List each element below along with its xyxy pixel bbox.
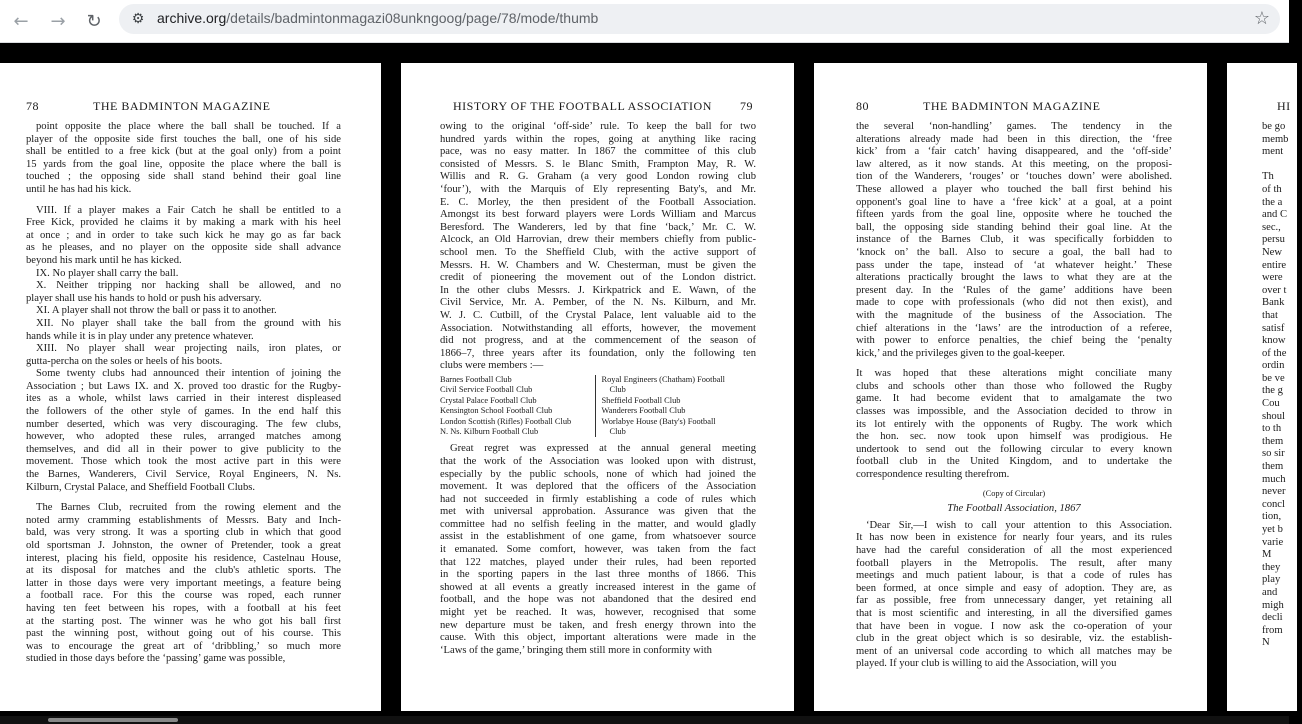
text-line: themselves, and did all in their power to give publicity to the — [26, 443, 341, 455]
url-path: /details/badmintonmagazi08unkngoog/page/78/mode/thumb — [226, 10, 599, 26]
url-text[interactable] — [157, 10, 598, 26]
page-header — [856, 99, 1172, 121]
club-entry: Sheffield Football Club — [601, 395, 681, 405]
text-line: movement. Those which took the most active part in this were — [26, 456, 341, 468]
text-line: never — [1262, 486, 1286, 498]
text-line: The Barnes Club, recruited from the rowing element and the — [36, 502, 341, 514]
page-body — [1262, 121, 1302, 650]
text-line: decli — [1262, 612, 1283, 624]
text-line: Alcock, an Old Harrovian, drew their members chiefly from public- — [440, 234, 756, 246]
address-bar[interactable] — [119, 4, 1280, 34]
text-line: shall be entitled to a free kick (but at the goal only) from a point — [26, 146, 341, 158]
text-line: Bank — [1262, 297, 1285, 309]
text-line — [1262, 159, 1302, 172]
text-line: ordin — [1262, 360, 1285, 372]
text-line: from — [1262, 624, 1283, 636]
text-line: so sir — [1262, 448, 1285, 460]
text-line: having ten feet between his ropes, with a football at his feet — [26, 602, 341, 614]
running-head: HI — [1277, 99, 1291, 113]
forward-icon[interactable]: → — [50, 10, 66, 32]
text-line: might yet be reached. It was, however, recognised that some — [440, 607, 756, 619]
club-list — [440, 375, 756, 437]
text-line: committee had no selfish feeling in the matter, and would gladly — [440, 518, 756, 530]
text-line: ‘Dear Sir,—I wish to call your attention to this Association. — [866, 519, 1172, 531]
text-line: W. J. C. Cutbill, of the Crystal Palace, lent valuable aid to the — [440, 309, 756, 321]
page-number: 80 — [856, 99, 869, 113]
text-line: E. C. Morley, the then president of the Football Association. — [440, 196, 756, 208]
text-line: the followers of the other style of games. In the end half this — [26, 406, 341, 418]
text-line: and — [1262, 586, 1278, 598]
text-line: of th — [1262, 183, 1282, 195]
text-line: gutta-percha on the soles or heels of his boots. — [26, 355, 223, 367]
book-page-81-partial[interactable] — [1227, 63, 1297, 711]
text-line: assist in the establishment of one game, from whatsoever source — [440, 531, 756, 543]
text-line: XIII. No player shall wear projecting nails, iron plates, or — [36, 343, 341, 355]
book-page-78[interactable] — [0, 63, 381, 711]
club-entry: Kensington School Football Club — [440, 406, 553, 416]
text-line: player shall use his hands to hold or push his adversary. — [26, 292, 262, 304]
club-entry: Civil Service Football Club — [440, 385, 533, 395]
text-line: over t — [1262, 284, 1287, 296]
page-header — [1262, 99, 1302, 121]
text-line: ment of an universal code according to which all matches may be — [856, 645, 1172, 657]
page-body — [26, 121, 341, 666]
text-line: IX. No player shall carry the ball. — [36, 267, 179, 279]
text-line: concl — [1262, 498, 1285, 510]
page-body — [440, 121, 756, 373]
text-line: interest, placing his field, opposite his residence, Castelnau House, — [26, 552, 341, 564]
text-line: hundred yards within the ropes, going at anything like racing — [440, 133, 756, 145]
text-line: studied in those days before the ‘passing’ game was possible, — [26, 653, 286, 665]
text-line: they — [1262, 561, 1281, 573]
text-line: X. Neither tripping nor hacking shall be allowed, and no — [36, 280, 341, 292]
text-line: Willis and R. G. Graham (a very good London rowing club — [440, 171, 756, 183]
text-line: Amongst its best forward players were Lords William and Marcus — [440, 209, 756, 221]
text-line: Beresford. The Wanderers, led by that fine ‘back,’ Mr. C. W. — [440, 221, 756, 233]
text-line: Kilburn, Crystal Palace, and Sheffield Football Clubs. — [26, 481, 256, 493]
text-line: old sportsman J. Johnston, the owner of Pretender, took a great — [26, 540, 341, 551]
club-entry: Club — [609, 385, 626, 395]
text-line: beyond his mark until he has kicked. — [26, 254, 182, 266]
text-line: touched ; the opposing side shall stand behind their goal line — [26, 171, 341, 183]
text-line: migh — [1262, 599, 1284, 611]
club-entry: London Scottish (Rifles) Football Club — [440, 416, 572, 426]
page-body-continued — [440, 443, 756, 657]
text-line: ites as a whole, whilst laws carried in their interest displeased — [26, 393, 341, 405]
text-line: have had the careful consideration of all the most experienced — [856, 545, 1172, 556]
text-line: Great regret was expressed at the annual general meeting — [450, 443, 756, 455]
circular-title: The Football Association, 1867 — [947, 503, 1081, 515]
text-line: satisf — [1262, 322, 1285, 334]
text-line: them — [1262, 461, 1284, 473]
text-line: of the — [1262, 347, 1287, 359]
running-head: THE BADMINTON MAGAZINE — [923, 99, 1101, 113]
text-line: alterations already made had been in this direction, the ‘free — [856, 133, 1172, 145]
club-entry: N. Ns. Kilburn Football Club — [440, 426, 539, 436]
text-line: game. It had become evident that to amalgamate the two — [856, 393, 1172, 405]
text-line: pace, was no easy matter. In 1867 the committee of this club — [440, 146, 756, 158]
text-line: showed at all events a greatly increased interest in the game of — [440, 581, 756, 593]
text-line: bald, was very strong. It was a sporting club in which that good — [26, 527, 341, 539]
text-line: the a — [1262, 196, 1283, 208]
text-line: ‘four’), with the Marquis of Ely representing Baty's, and Mr. — [440, 183, 756, 195]
text-line: Association. Notwithstanding all efforts, however, the movement — [440, 322, 756, 334]
text-line: did not progress, and at the commencement of the season of — [440, 335, 756, 347]
circular-body — [856, 520, 1172, 671]
text-line: law altered, as it now stands. At this meeting, on the proposi- — [856, 158, 1172, 170]
text-line: consisted of Messrs. S. le Blanc Smith, Frampton May, R. W. — [440, 158, 756, 170]
text-line: them — [1262, 435, 1284, 447]
text-line: the several ‘non-handling’ games. The tendency in the — [856, 121, 1172, 132]
text-line: clubs were members :— — [440, 360, 544, 372]
text-line: at its disposal for matches and the club's athletic sports. The — [26, 565, 341, 577]
text-line: cause. With this object, important alterations were made in the — [440, 632, 756, 644]
text-line: been formed, at once simple and easy of adoption. They are, as — [856, 582, 1172, 594]
text-line: meetings and much patient labour, is that a code of rules has — [856, 570, 1172, 582]
running-head: THE BADMINTON MAGAZINE — [93, 99, 271, 113]
text-line: Civil Service, Mr. A. Pember, of the N. Ns. Kilburn, and Mr. — [440, 297, 756, 309]
text-line: it emanated. Some comfort, however, was taken from the fact — [440, 544, 756, 556]
text-line: Th — [1262, 171, 1274, 183]
text-line: N — [1262, 637, 1270, 649]
text-line: opponent's goal line to have a ‘free kick’ at a goal, at a point — [856, 196, 1172, 208]
text-line: met with universal approbation. Assurance was given that the — [440, 506, 756, 518]
paragraph-gap — [26, 197, 341, 205]
text-line: ment — [1262, 146, 1284, 158]
text-line: football, and the hope was not abandoned that the desired end — [440, 594, 756, 606]
text-line: player of the opposite side first touches the ball, one of his side — [26, 133, 341, 145]
text-line: number deserted, which was very discouraging. The few clubs, — [26, 418, 341, 430]
text-line: clubs and schools other than those who followed the Rugby — [856, 380, 1172, 392]
text-line: XII. No player shall take the ball from the ground with his — [36, 317, 341, 329]
text-line: alterations practically brought the laws to what they are at the — [856, 272, 1172, 284]
text-line: classes was impossible, and the Association decided to throw in — [856, 406, 1172, 418]
text-line: credit of pioneering the movement out of the London district. — [440, 272, 756, 284]
text-line: latter in those days were very important meetings, a feature being — [26, 577, 341, 589]
text-line: made to cope with professionals (who did not then exist), and — [856, 297, 1172, 309]
text-line: chief alterations in the ‘laws’ are the introduction of a referee, — [856, 322, 1172, 334]
text-line: tion, — [1262, 511, 1282, 523]
circular-heading: (Copy of Circular) — [982, 488, 1046, 498]
text-line: entire — [1262, 259, 1287, 271]
text-line: Some twenty clubs had announced their intention of joining the — [36, 368, 341, 380]
reload-icon[interactable]: ↻ — [86, 10, 102, 32]
text-line: its lot entirely with the opponents of Rugby. The work which — [856, 418, 1172, 430]
text-line: varie — [1262, 536, 1284, 548]
text-line: Association ; but Laws IX. and X. proved too drastic for the Rugby- — [26, 380, 341, 392]
text-line: school men. To the Sheffield Club, with the active support of — [440, 246, 756, 258]
text-line: with power to enforce penalties, the chief being the ‘penalty — [856, 335, 1172, 347]
text-line: know — [1262, 335, 1286, 347]
horizontal-scrollbar[interactable] — [0, 716, 1289, 724]
book-viewer[interactable] — [0, 43, 1289, 724]
text-line: to th — [1262, 423, 1282, 435]
paragraph-gap — [26, 494, 341, 502]
running-head: HISTORY OF THE FOOTBALL ASSOCIATION — [453, 99, 712, 113]
text-line: football players in the Metropolis. The result, after many — [856, 557, 1172, 569]
text-line: sec., — [1262, 221, 1281, 233]
text-line: VIII. If a player makes a Fair Catch he shall be entitled to a — [36, 204, 341, 216]
text-line: pass under the tape, instead of ‘at whatever height.’ These — [856, 259, 1172, 271]
text-line: that is most scientific and interesting, in all the diversified games — [856, 607, 1172, 619]
bookmark-star-icon[interactable]: ☆ — [1253, 8, 1270, 29]
text-line: that have been in vogue. I now ask the co-operation of your — [856, 620, 1172, 632]
text-line: be go — [1262, 121, 1286, 132]
text-line: until he has had his kick. — [26, 183, 132, 195]
text-line: In the other clubs Messrs. J. Kirkpatrick and E. Wawn, of the — [440, 284, 756, 296]
text-line: was to encourage the great art of ‘dribbling,’ so much more — [26, 640, 341, 652]
text-line: that 122 matches, played under their rules, had been reported — [440, 556, 756, 568]
text-line: undertook to send out the following circular to every known — [856, 443, 1172, 455]
text-line: were — [1262, 272, 1283, 284]
text-line: club in the great object which is so desirable, viz. the establish- — [856, 633, 1172, 645]
text-line: memb — [1262, 133, 1289, 145]
text-line: ‘Laws of the game,’ bringing them still more in conformity with — [440, 644, 712, 656]
text-line: movement. It was deplored that the officers of the Association — [440, 481, 756, 493]
text-line: with the magnitude of the business of the Association. The — [856, 309, 1172, 321]
text-line: noted army cramming establishments of Messrs. Baty and Inch- — [26, 514, 341, 526]
text-line: especially by the public schools, none of which had joined the — [440, 468, 756, 480]
text-line: the hon. sec. now took upon himself was prodigious. He — [856, 431, 1172, 443]
text-line: These allowed a player who touched the ball first behind his — [856, 183, 1172, 195]
text-line: at once ; and in order to take such kick he may go as far back — [26, 229, 341, 241]
page-number: 78 — [26, 99, 39, 113]
text-line: 15 yards from the goal line, opposite the place where the ball is — [26, 158, 341, 170]
text-line: XI. A player shall not throw the ball or pass it to another. — [36, 305, 277, 317]
text-line: instance of the Barnes Club, it was specifically forbidden to — [856, 234, 1172, 246]
url-host: archive.org — [157, 10, 227, 26]
back-icon[interactable]: ← — [13, 10, 29, 32]
text-line: It has now been in existence for nearly four years, and its rules — [856, 532, 1172, 544]
club-entry: Club — [609, 426, 626, 436]
page-header — [26, 99, 341, 121]
text-line: new departure must be taken, and fresh energy thrown into the — [440, 619, 756, 631]
text-line: kick’ from a ‘fair catch’ having disappeared, and the ‘off-side’ — [856, 146, 1172, 158]
site-info-icon[interactable]: ⚙ — [131, 11, 145, 27]
text-line: Free Kick, provided he claims it by making a mark with his heel — [26, 217, 341, 229]
text-line: however, who adopted these rules, arranged matches among — [26, 431, 341, 443]
text-line: as he pleases, and no player on the opposite side shall advance — [26, 242, 341, 254]
text-line: the Barnes, Wanderers, Civil Service, Royal Engineers, N. Ns. — [26, 469, 341, 481]
text-line: fifteen yards from the goal line, opposite where he touched the — [856, 209, 1172, 221]
club-entry: Barnes Football Club — [440, 374, 512, 384]
club-list-right — [595, 375, 757, 437]
text-line: shoul — [1262, 410, 1285, 422]
text-line: point opposite the place where the ball shall be touched. If a — [36, 121, 341, 132]
club-entry: Crystal Palace Football Club — [440, 395, 537, 405]
text-line: owing to the original ‘off-side’ rule. To keep the ball for two — [440, 121, 756, 132]
text-line: past the winning post, without going out of his course. This — [26, 628, 341, 640]
text-line: that — [1262, 309, 1278, 321]
text-line: hands while it is in play under any pretence whatever. — [26, 330, 254, 342]
text-line: M — [1262, 549, 1272, 561]
text-line: in the sporting papers in the last three months of 1866. This — [440, 569, 756, 581]
text-line: the g — [1262, 385, 1283, 397]
text-line: be ve — [1262, 372, 1285, 384]
text-line: kick,’ and the privileges given to the goal-keeper. — [856, 347, 1065, 359]
text-line: present day. In the ‘Rules of the game’ additions have been — [856, 284, 1172, 296]
text-line: 1866–7, three years after its foundation, only the following ten — [440, 347, 756, 359]
text-line: that the work of the Association was looked upon with distrust, — [440, 455, 756, 467]
text-line: Messrs. H. W. Chambers and W. Chesterman, must be given the — [440, 259, 756, 271]
text-line: It was hoped that these alterations might conciliate many — [856, 368, 1172, 380]
book-page-79[interactable] — [401, 63, 794, 711]
text-line: ball, the opposing side standing behind their goal line. At the — [856, 221, 1172, 233]
text-line: far as possible, free from unnecessary danger, yet retaining all — [856, 595, 1172, 607]
page-number: 79 — [740, 99, 753, 113]
page-body — [856, 121, 1172, 482]
text-line: correspondence resulting therefrom. — [856, 469, 1010, 481]
paragraph-gap — [856, 360, 1172, 368]
page-header — [440, 99, 756, 121]
text-line: ‘knock on’ the ball. Also to secure a goal, the ball had to — [856, 246, 1172, 258]
club-entry: Worlabye House (Baty's) Football — [601, 416, 716, 426]
text-line: play — [1262, 574, 1281, 586]
text-line: at the starting post. The winner was he who got his ball first — [26, 615, 341, 627]
club-list-left — [440, 375, 595, 437]
scrollbar-thumb[interactable] — [48, 718, 178, 722]
browser-toolbar — [0, 0, 1289, 43]
text-line: much — [1262, 473, 1286, 485]
text-line: New — [1262, 246, 1283, 258]
text-line: Cou — [1262, 398, 1280, 410]
text-line: and C — [1262, 209, 1288, 221]
text-line: yet b — [1262, 524, 1283, 535]
club-entry: Royal Engineers (Chatham) Football — [601, 374, 726, 384]
text-line: football club in the United Kingdom, and to undertake the — [856, 456, 1172, 468]
club-entry: Wanderers Football Club — [601, 406, 686, 416]
text-line: tion of the Wanderers, ‘rouges’ or ‘touches down’ were abolished. — [856, 171, 1172, 183]
text-line: had not succeeded in firmly establishing a code of rules which — [440, 493, 756, 505]
book-page-80[interactable] — [814, 63, 1207, 711]
text-line: played. If your club is willing to aid the Association, will you — [856, 658, 1117, 670]
text-line: persu — [1262, 234, 1285, 246]
text-line: a football race. For this the course was roped, each runner — [26, 590, 341, 602]
